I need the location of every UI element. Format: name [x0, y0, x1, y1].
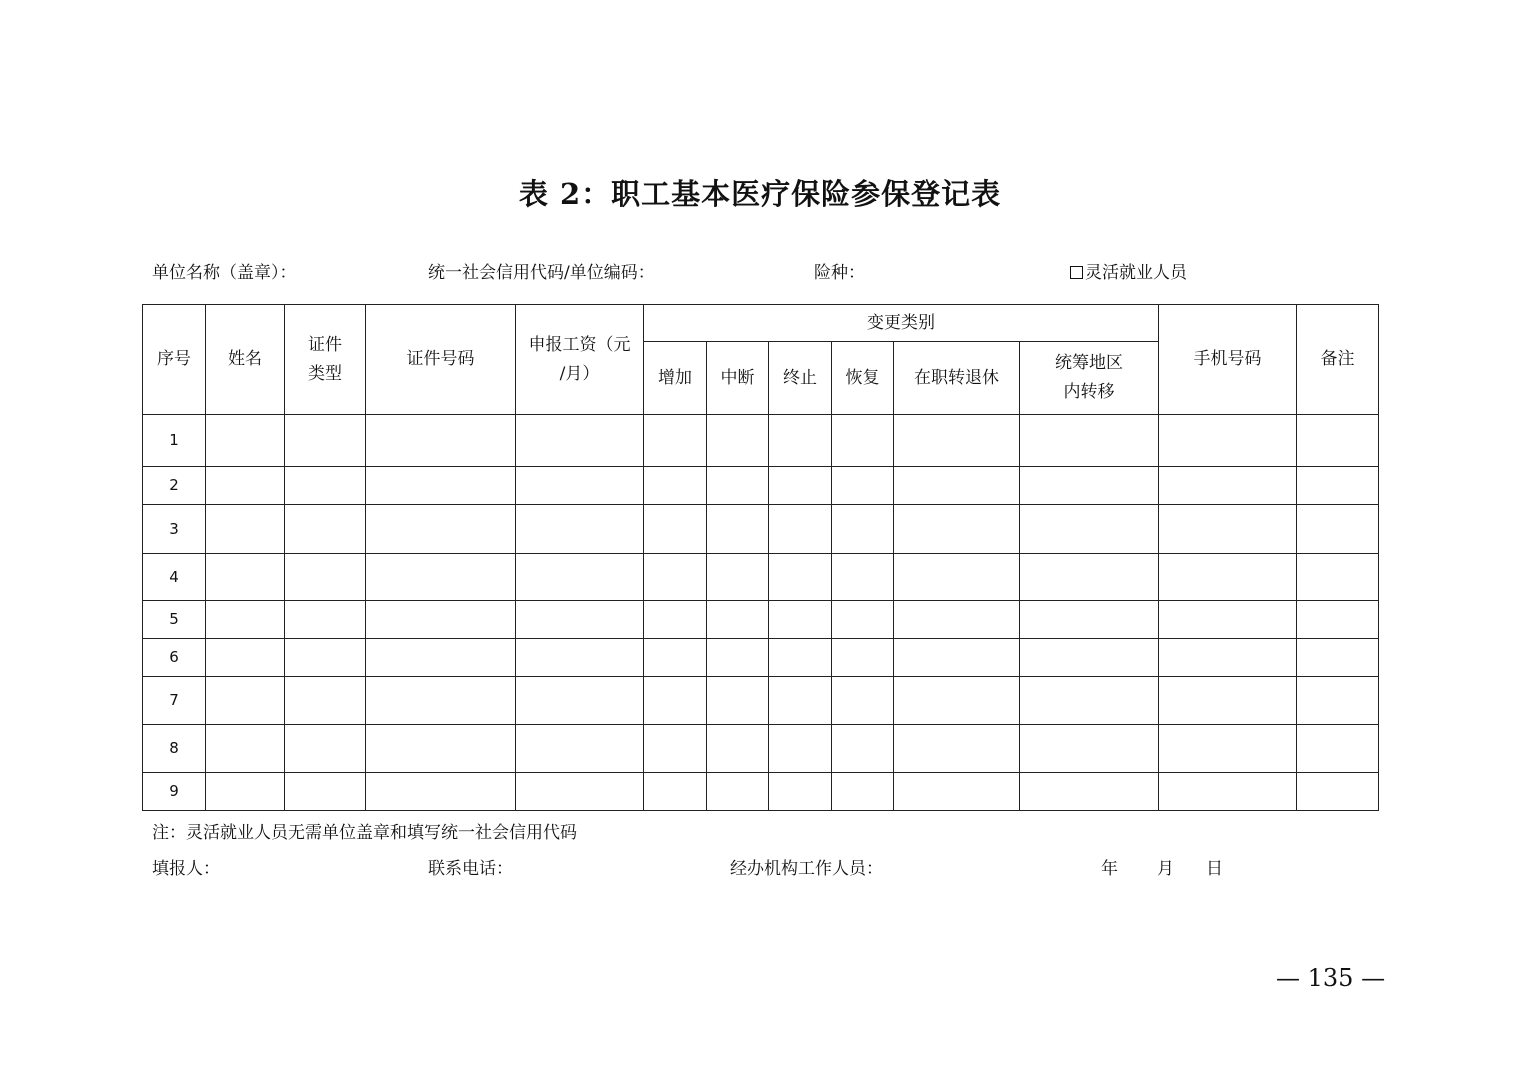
- table-cell[interactable]: [366, 773, 516, 811]
- header-phone: 手机号码: [1159, 305, 1297, 415]
- table-cell[interactable]: [1020, 505, 1159, 554]
- flexible-employment-option[interactable]: [1070, 258, 1187, 283]
- table-cell[interactable]: [1297, 677, 1379, 725]
- table-cell[interactable]: [1297, 773, 1379, 811]
- table-cell[interactable]: [894, 467, 1020, 505]
- table-row: [143, 677, 1379, 725]
- table-cell[interactable]: [516, 725, 644, 773]
- header-id-type-line1: 证件: [308, 334, 342, 355]
- table-cell[interactable]: [707, 725, 769, 773]
- table-cell[interactable]: [285, 505, 366, 554]
- table-cell[interactable]: [769, 554, 832, 601]
- table-row: [143, 725, 1379, 773]
- unit-name-label: 单位名称（盖章）：: [152, 263, 297, 283]
- row-number: 5: [143, 601, 206, 639]
- table-cell[interactable]: [1020, 639, 1159, 677]
- table-row: [143, 505, 1379, 554]
- table-cell[interactable]: [366, 467, 516, 505]
- agency-staff-label: 经办机构工作人员：: [730, 859, 883, 879]
- row-number: 1: [143, 415, 206, 467]
- header-transfer: [1020, 342, 1159, 415]
- table-cell[interactable]: [516, 505, 644, 554]
- table-cell[interactable]: [832, 554, 894, 601]
- header-transfer-line1: 统筹地区: [1055, 353, 1123, 373]
- table-cell[interactable]: [516, 601, 644, 639]
- table-cell[interactable]: [1297, 505, 1379, 554]
- table-cell[interactable]: [707, 554, 769, 601]
- table-cell[interactable]: [285, 725, 366, 773]
- row-number: 2: [143, 467, 206, 505]
- table-cell[interactable]: [516, 639, 644, 677]
- table-cell[interactable]: [707, 467, 769, 505]
- table-cell[interactable]: [644, 639, 707, 677]
- table-cell[interactable]: [1297, 467, 1379, 505]
- table-cell[interactable]: [1020, 415, 1159, 467]
- page-number: — 135 —: [1276, 964, 1386, 992]
- table-cell[interactable]: [769, 505, 832, 554]
- row-number: 4: [143, 554, 206, 601]
- table-cell[interactable]: [1159, 467, 1297, 505]
- filler-label: 填报人：: [152, 859, 220, 879]
- table-cell[interactable]: [644, 415, 707, 467]
- table-cell[interactable]: [1297, 725, 1379, 773]
- credit-code-label: 统一社会信用代码/单位编码：: [428, 263, 655, 283]
- table-cell[interactable]: [1297, 639, 1379, 677]
- table-cell[interactable]: [206, 677, 285, 725]
- header-salary: [516, 305, 644, 415]
- table-cell[interactable]: [206, 773, 285, 811]
- row-number: 6: [143, 639, 206, 677]
- table-cell[interactable]: [894, 601, 1020, 639]
- table-cell[interactable]: [894, 725, 1020, 773]
- table-cell[interactable]: [644, 773, 707, 811]
- header-row-1: [143, 305, 1379, 342]
- row-number: 3: [143, 505, 206, 554]
- table-cell[interactable]: [366, 415, 516, 467]
- table-cell[interactable]: [894, 505, 1020, 554]
- table-row: [143, 773, 1379, 811]
- table-cell[interactable]: [832, 601, 894, 639]
- table-cell[interactable]: [1020, 725, 1159, 773]
- header-change-type: 变更类别: [644, 305, 1159, 342]
- row-number: 8: [143, 725, 206, 773]
- table-cell[interactable]: [832, 773, 894, 811]
- table-cell[interactable]: [366, 677, 516, 725]
- table-cell[interactable]: [707, 639, 769, 677]
- table-row: [143, 639, 1379, 677]
- table-cell[interactable]: [644, 601, 707, 639]
- table-cell[interactable]: [516, 677, 644, 725]
- table-cell[interactable]: [1159, 601, 1297, 639]
- table-cell[interactable]: [366, 639, 516, 677]
- table-cell[interactable]: [894, 415, 1020, 467]
- table-cell[interactable]: [832, 467, 894, 505]
- table-row: [143, 467, 1379, 505]
- table-cell[interactable]: [285, 677, 366, 725]
- header-interrupt: 中断: [707, 342, 769, 415]
- form-note: 注：灵活就业人员无需单位盖章和填写统一社会信用代码: [152, 823, 577, 843]
- row-number: 9: [143, 773, 206, 811]
- table-cell[interactable]: [366, 505, 516, 554]
- table-cell[interactable]: [644, 467, 707, 505]
- table-cell[interactable]: [894, 639, 1020, 677]
- header-salary-line1: 申报工资（元: [528, 334, 631, 355]
- table-cell[interactable]: [366, 725, 516, 773]
- table-cell[interactable]: [1159, 773, 1297, 811]
- date-day-label: 日: [1206, 859, 1223, 879]
- table-cell[interactable]: [707, 601, 769, 639]
- table-cell[interactable]: [894, 677, 1020, 725]
- table-cell[interactable]: [707, 677, 769, 725]
- table-cell[interactable]: [1297, 601, 1379, 639]
- header-id-type: [285, 305, 366, 415]
- table-cell[interactable]: [516, 415, 644, 467]
- insurance-type-label: 险种：: [814, 263, 865, 283]
- table-cell[interactable]: [1020, 601, 1159, 639]
- table-body: [143, 415, 1379, 811]
- table-cell[interactable]: [644, 725, 707, 773]
- table-cell[interactable]: [832, 639, 894, 677]
- table-cell[interactable]: [644, 505, 707, 554]
- table-cell[interactable]: [516, 467, 644, 505]
- header-seq: 序号: [143, 305, 206, 415]
- table-cell[interactable]: [769, 773, 832, 811]
- header-transfer-line2: 内转移: [1063, 382, 1115, 402]
- table-cell[interactable]: [707, 505, 769, 554]
- table-cell[interactable]: [366, 554, 516, 601]
- table-cell[interactable]: [285, 415, 366, 467]
- table-cell[interactable]: [832, 725, 894, 773]
- table-cell[interactable]: [1159, 725, 1297, 773]
- table-cell[interactable]: [285, 639, 366, 677]
- header-add: 增加: [644, 342, 707, 415]
- table-cell[interactable]: [1020, 467, 1159, 505]
- checkbox-icon[interactable]: [1070, 266, 1083, 279]
- table-cell[interactable]: [1159, 415, 1297, 467]
- table-cell[interactable]: [285, 554, 366, 601]
- table-cell[interactable]: [707, 415, 769, 467]
- header-salary-line2: /月）: [559, 363, 600, 384]
- table-cell[interactable]: [516, 554, 644, 601]
- table-cell[interactable]: [516, 773, 644, 811]
- header-id-type-line2: 类型: [308, 363, 342, 384]
- contact-phone-label: 联系电话：: [428, 859, 513, 879]
- date-month-label: 月: [1157, 859, 1174, 879]
- table-cell[interactable]: [206, 415, 285, 467]
- table-cell[interactable]: [1159, 677, 1297, 725]
- table-cell[interactable]: [707, 773, 769, 811]
- registration-table: [142, 304, 1379, 811]
- table-row: [143, 601, 1379, 639]
- table-cell[interactable]: [769, 601, 832, 639]
- table-cell[interactable]: [769, 639, 832, 677]
- table-cell[interactable]: [366, 601, 516, 639]
- table-cell[interactable]: [1020, 773, 1159, 811]
- header-retire: 在职转退休: [894, 342, 1020, 415]
- table-cell[interactable]: [894, 773, 1020, 811]
- table-cell[interactable]: [1297, 554, 1379, 601]
- header-terminate: 终止: [769, 342, 832, 415]
- table-cell[interactable]: [832, 415, 894, 467]
- table-cell[interactable]: [1159, 505, 1297, 554]
- table-cell[interactable]: [206, 725, 285, 773]
- table-cell[interactable]: [894, 554, 1020, 601]
- table-cell[interactable]: [206, 554, 285, 601]
- row-number: 7: [143, 677, 206, 725]
- form-info-row: [0, 258, 1520, 284]
- table-cell[interactable]: [769, 415, 832, 467]
- table-cell[interactable]: [1159, 554, 1297, 601]
- header-restore: 恢复: [832, 342, 894, 415]
- table-row: [143, 554, 1379, 601]
- flexible-employment-label: 灵活就业人员: [1085, 263, 1187, 283]
- table-cell[interactable]: [769, 467, 832, 505]
- table-cell[interactable]: [1020, 677, 1159, 725]
- table-cell[interactable]: [769, 725, 832, 773]
- table-cell[interactable]: [206, 639, 285, 677]
- table-cell[interactable]: [644, 677, 707, 725]
- table-cell[interactable]: [206, 505, 285, 554]
- table-cell[interactable]: [1159, 639, 1297, 677]
- header-id-number: 证件号码: [366, 305, 516, 415]
- table-cell[interactable]: [769, 677, 832, 725]
- table-row: [143, 415, 1379, 467]
- table-cell[interactable]: [285, 773, 366, 811]
- table-cell[interactable]: [206, 601, 285, 639]
- table-cell[interactable]: [1297, 415, 1379, 467]
- table-cell[interactable]: [206, 467, 285, 505]
- table-cell[interactable]: [832, 505, 894, 554]
- form-title: 表 2：职工基本医疗保险参保登记表: [518, 177, 1002, 211]
- header-remark: 备注: [1297, 305, 1379, 415]
- table-cell[interactable]: [1020, 554, 1159, 601]
- header-name: 姓名: [206, 305, 285, 415]
- date-year-label: 年: [1101, 859, 1118, 879]
- table-cell[interactable]: [285, 467, 366, 505]
- table-cell[interactable]: [832, 677, 894, 725]
- table-cell[interactable]: [285, 601, 366, 639]
- form-footer: [0, 854, 1520, 880]
- table-cell[interactable]: [644, 554, 707, 601]
